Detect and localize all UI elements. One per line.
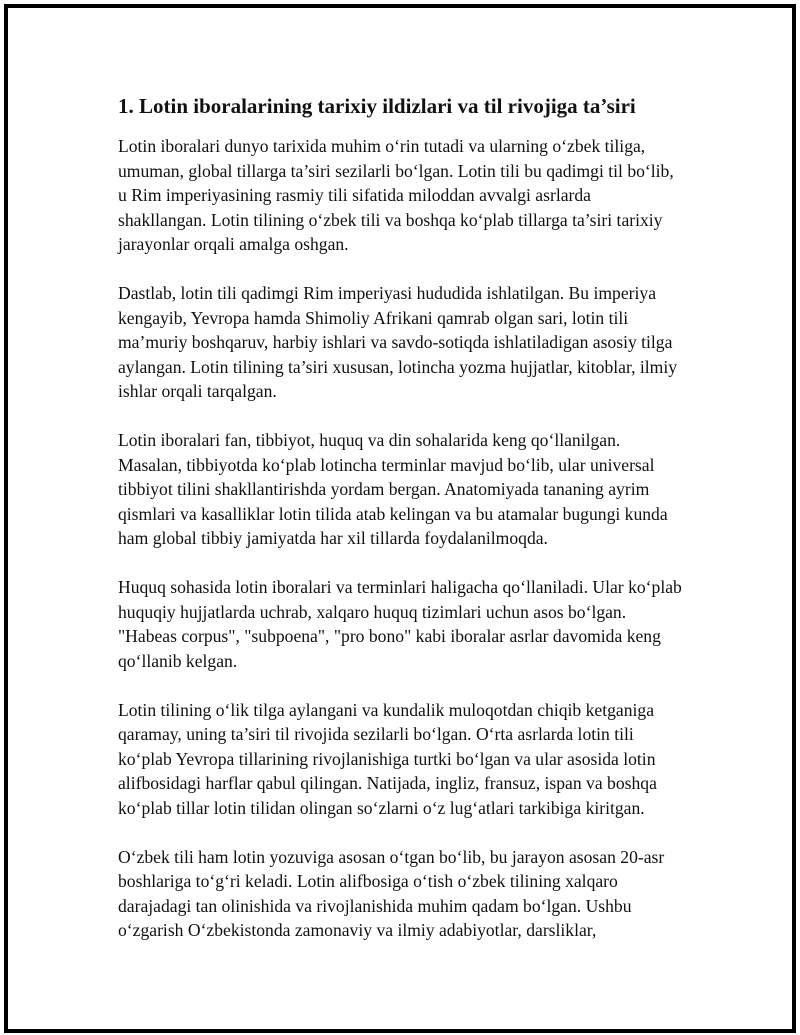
paragraph-2: Dastlab, lotin tili qadimgi Rim imperiyasi hududida ishlatilgan. Bu imperiya kengayib, Yevropa hamda Shimoliy Afrikani qamrab olgan sari, lotin tili ma’muriy boshqaruv, harbiy ishlari va savdo-sotiqda ishlatiladigan asosiy tilga aylangan. Lotin tilining ta’siri xususan, lotincha yozma hujjatlar, kitoblar, ilmiy ishlar orqali tarqalgan. <box>118 283 678 401</box>
document-body <box>118 92 683 943</box>
paragraph-6: O‘zbek tili ham lotin yozuviga asosan o‘tgan bo‘lib, bu jarayon asosan 20-asr boshlariga to‘g‘ri keladi. Lotin alifbosiga o‘tish o‘zbek tilining xalqaro darajadagi tan olinishida va rivojlanishida muhim qadam bo‘lgan. Ushbu o‘zgarish O‘zbekistonda zamonaviy va ilmiy adabiyotlar, darsliklar, <box>118 846 665 940</box>
paragraph-4: Huquq sohasida lotin iboralari va terminlari haligacha qo‘llaniladi. Ular ko‘plab huquqiy hujjatlarda uchrab, xalqaro huquq tizimlari uchun asos bo‘lgan. "Habeas corpus", "subpoena", "pro bono" kabi iboralar asrlar davomida keng qo‘llanib kelgan. <box>118 577 682 671</box>
paragraph-1: Lotin iboralari dunyo tarixida muhim o‘rin tutadi va ularning o‘zbek tiliga, umuman, global tillarga ta’siri sezilarli bo‘lgan. Lotin tili bu qadimgi til bo‘lib, u Rim imperiyasining rasmiy tili sifatida miloddan avvalgi asrlarda shakllangan. Lotin tilining o‘zbek tili va boshqa ko‘plab tillarga ta’siri tarixiy jarayonlar orqali amalga oshgan. <box>118 136 674 254</box>
paragraph-5: Lotin tilining o‘lik tilga aylangani va kundalik muloqotdan chiqib ketganiga qaramay, uning ta’siri til rivojida sezilarli bo‘lgan. O‘rta asrlarda lotin tili ko‘plab Yevropa tillarining rivojlanishiga turtki bo‘lgan va ular asosida lotin alifbosidagi harflar qabul qilingan. Natijada, ingliz, fransuz, ispan va boshqa ko‘plab tillar lotin tilidan olingan so‘zlarni o‘z lug‘atlari tarkibiga kiritgan. <box>118 699 657 818</box>
paragraph-3: Lotin iboralari fan, tibbiyot, huquq va din sohalarida keng qo‘llanilgan. Masalan, tibbiyotda ko‘plab lotincha terminlar mavjud bo‘lib, ular universal tibbiyot tilini shakllantirishda yordam bergan. Anatomiyada tananing ayrim qismlari va kasalliklar lotin tilida atab kelingan va bu atamalar bugungi kunda ham global tibbiy jamiyatda har xil tillarda foydalanilmoqda. <box>118 430 668 548</box>
section-heading: 1. Lotin iboralarining tarixiy ildizlari va til rivojiga ta’siri <box>118 94 636 118</box>
